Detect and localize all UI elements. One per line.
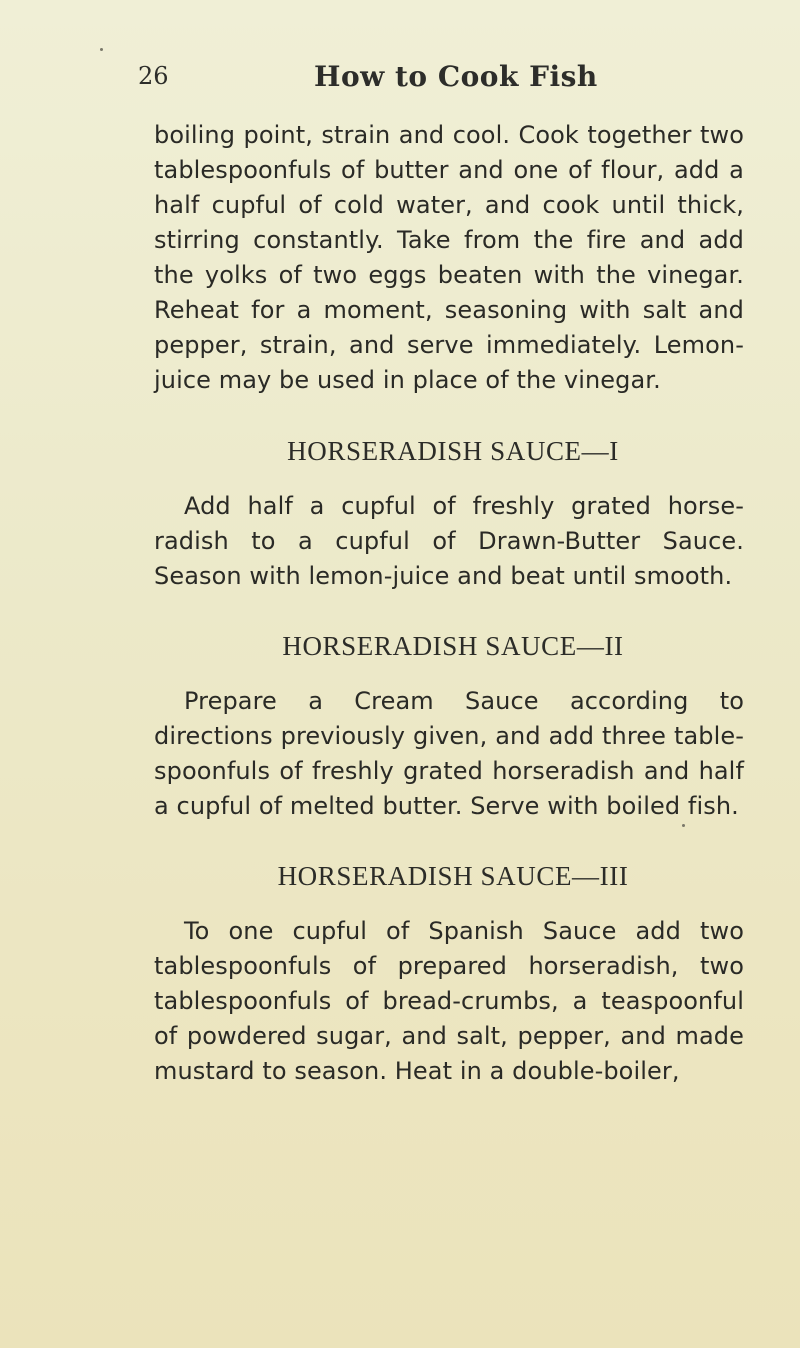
section-text-2: Prepare a Cream Sauce according to directions previously given, and add three table-spoonfuls of freshly grated horseradish and half a cupful of melted butter. Serve with boiled fish.	[154, 687, 744, 820]
section-heading-1: HORSERADISH SAUCE—I	[287, 436, 619, 466]
section-text-1: Add half a cupful of freshly grated horse-radish to a cupful of Drawn-Butter Sauce. Season with lemon-juice and beat until smooth.	[154, 492, 744, 590]
page-body	[154, 118, 744, 1089]
section-text-3: To one cupful of Spanish Sauce add two tablespoonfuls of prepared horseradish, two tablespoonfuls of bread-crumbs, a teaspoonful of powdered sugar, and salt, pepper, and made mustard to season. Heat in a double-boiler,	[154, 917, 744, 1085]
paper-speck	[100, 48, 103, 51]
paper-speck	[682, 824, 685, 827]
section-heading-3: HORSERADISH SAUCE—III	[277, 861, 629, 891]
section-heading-2: HORSERADISH SAUCE—II	[282, 631, 624, 661]
intro-paragraph: boiling point, strain and cool. Cook together two tablespoonfuls of butter and one of flour, add a half cupful of cold water, and cook until thick, stirring constantly. Take from the fire and add the yolks of two eggs beaten with the vinegar. Reheat for a moment, seasoning with salt and pepper, strain, and serve immediately. Lemon-juice may be used in place of the vinegar.	[154, 121, 744, 394]
running-head	[138, 62, 738, 102]
running-title: How to Cook Fish	[314, 60, 598, 93]
page-number: 26	[138, 62, 169, 90]
